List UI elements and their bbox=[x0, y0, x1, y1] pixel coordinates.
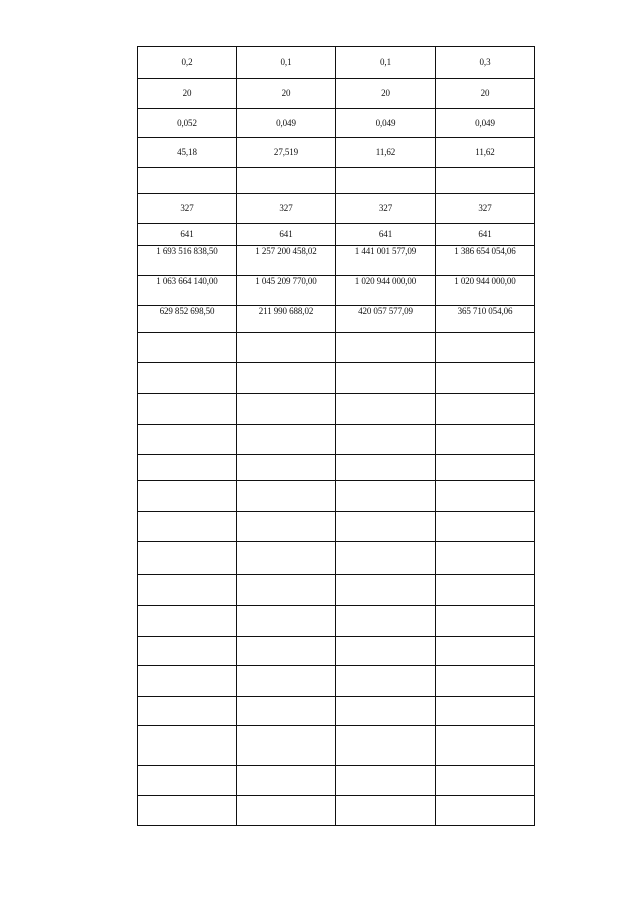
table-row bbox=[138, 637, 535, 666]
table-row bbox=[138, 481, 535, 512]
table-cell bbox=[237, 796, 336, 826]
table-cell bbox=[237, 168, 336, 194]
table-cell: 20 bbox=[436, 79, 535, 109]
table-cell: 365 710 054,06 bbox=[436, 306, 535, 333]
table-row bbox=[138, 666, 535, 697]
data-table bbox=[137, 46, 535, 826]
table-row bbox=[138, 47, 535, 79]
table-cell bbox=[237, 363, 336, 394]
table-cell: 641 bbox=[336, 224, 436, 246]
table-cell: 327 bbox=[336, 194, 436, 224]
table-cell bbox=[436, 481, 535, 512]
table-cell bbox=[436, 766, 535, 796]
table-cell bbox=[138, 766, 237, 796]
table-cell bbox=[237, 666, 336, 697]
table-cell bbox=[336, 606, 436, 637]
table-row bbox=[138, 766, 535, 796]
table-cell bbox=[138, 455, 237, 481]
table-row bbox=[138, 796, 535, 826]
table-cell bbox=[237, 575, 336, 606]
table-cell: 1 386 654 054,06 bbox=[436, 246, 535, 276]
table-row bbox=[138, 425, 535, 455]
table-cell: 1 045 209 770,00 bbox=[237, 276, 336, 306]
table-cell: 20 bbox=[336, 79, 436, 109]
table-cell: 327 bbox=[237, 194, 336, 224]
table-row bbox=[138, 246, 535, 276]
table-cell bbox=[336, 766, 436, 796]
table-cell bbox=[336, 726, 436, 766]
table-cell bbox=[436, 425, 535, 455]
table-cell: 1 693 516 838,50 bbox=[138, 246, 237, 276]
table-cell bbox=[237, 455, 336, 481]
table-cell bbox=[336, 697, 436, 726]
table-body bbox=[138, 47, 535, 826]
table-cell bbox=[237, 766, 336, 796]
table-cell: 0,1 bbox=[237, 47, 336, 79]
table-row bbox=[138, 455, 535, 481]
table-cell bbox=[436, 606, 535, 637]
table-cell bbox=[336, 512, 436, 542]
table-cell bbox=[436, 455, 535, 481]
table-cell bbox=[336, 333, 436, 363]
table-row bbox=[138, 168, 535, 194]
table-cell: 1 063 664 140,00 bbox=[138, 276, 237, 306]
table-row bbox=[138, 194, 535, 224]
table-cell bbox=[138, 363, 237, 394]
table-row bbox=[138, 333, 535, 363]
table-cell: 20 bbox=[237, 79, 336, 109]
table-cell bbox=[138, 168, 237, 194]
table-row bbox=[138, 109, 535, 138]
table-cell bbox=[436, 666, 535, 697]
table-cell: 0,049 bbox=[336, 109, 436, 138]
table-cell: 0,1 bbox=[336, 47, 436, 79]
table-cell: 11,62 bbox=[436, 138, 535, 168]
table-row bbox=[138, 276, 535, 306]
table-cell bbox=[336, 542, 436, 575]
table-cell bbox=[336, 575, 436, 606]
table-row bbox=[138, 79, 535, 109]
table-cell bbox=[336, 637, 436, 666]
table-cell: 0,049 bbox=[436, 109, 535, 138]
table-cell: 11,62 bbox=[336, 138, 436, 168]
table-cell bbox=[336, 796, 436, 826]
table-cell bbox=[237, 697, 336, 726]
table-cell bbox=[436, 575, 535, 606]
table-row bbox=[138, 697, 535, 726]
table-row bbox=[138, 606, 535, 637]
table-cell bbox=[138, 481, 237, 512]
table-cell bbox=[436, 333, 535, 363]
table-cell: 0,049 bbox=[237, 109, 336, 138]
table-cell: 0,052 bbox=[138, 109, 237, 138]
table-cell bbox=[336, 455, 436, 481]
table-row bbox=[138, 306, 535, 333]
table-cell bbox=[237, 333, 336, 363]
table-cell: 327 bbox=[436, 194, 535, 224]
table-cell bbox=[138, 697, 237, 726]
table-cell bbox=[237, 512, 336, 542]
table-cell: 1 257 200 458,02 bbox=[237, 246, 336, 276]
table-cell bbox=[436, 726, 535, 766]
table-cell: 327 bbox=[138, 194, 237, 224]
table-row bbox=[138, 394, 535, 425]
table-cell bbox=[336, 363, 436, 394]
table-cell: 1 020 944 000,00 bbox=[336, 276, 436, 306]
table-cell bbox=[436, 796, 535, 826]
table-cell bbox=[138, 575, 237, 606]
table-cell: 629 852 698,50 bbox=[138, 306, 237, 333]
table-cell: 211 990 688,02 bbox=[237, 306, 336, 333]
table-cell bbox=[138, 425, 237, 455]
table-row bbox=[138, 512, 535, 542]
table-row bbox=[138, 726, 535, 766]
table-cell: 641 bbox=[138, 224, 237, 246]
table-cell bbox=[436, 637, 535, 666]
table-cell bbox=[237, 637, 336, 666]
table-cell bbox=[336, 666, 436, 697]
table-row bbox=[138, 575, 535, 606]
table-cell bbox=[436, 697, 535, 726]
table-cell bbox=[237, 481, 336, 512]
table-row bbox=[138, 363, 535, 394]
table-cell bbox=[336, 394, 436, 425]
table-cell bbox=[138, 666, 237, 697]
table-cell bbox=[138, 394, 237, 425]
table-cell bbox=[138, 726, 237, 766]
table-cell bbox=[138, 333, 237, 363]
table-cell bbox=[138, 637, 237, 666]
table-cell bbox=[138, 542, 237, 575]
table-cell: 1 441 001 577,09 bbox=[336, 246, 436, 276]
table-cell bbox=[436, 363, 535, 394]
table-row bbox=[138, 542, 535, 575]
table-cell bbox=[336, 425, 436, 455]
table-cell: 641 bbox=[237, 224, 336, 246]
table-cell bbox=[237, 542, 336, 575]
table-row bbox=[138, 224, 535, 246]
table-cell bbox=[336, 481, 436, 512]
table-cell: 0,2 bbox=[138, 47, 237, 79]
table-cell bbox=[237, 425, 336, 455]
table-cell bbox=[436, 542, 535, 575]
table-cell: 641 bbox=[436, 224, 535, 246]
table-row bbox=[138, 138, 535, 168]
table-cell bbox=[138, 796, 237, 826]
table-cell bbox=[237, 606, 336, 637]
table-cell: 0,3 bbox=[436, 47, 535, 79]
table-cell bbox=[436, 394, 535, 425]
table-cell bbox=[138, 606, 237, 637]
table-cell bbox=[237, 726, 336, 766]
table-cell bbox=[138, 512, 237, 542]
table-cell: 20 bbox=[138, 79, 237, 109]
table-cell bbox=[237, 394, 336, 425]
table-cell: 1 020 944 000,00 bbox=[436, 276, 535, 306]
table-cell: 45,18 bbox=[138, 138, 237, 168]
table-cell bbox=[336, 168, 436, 194]
table-cell: 420 057 577,09 bbox=[336, 306, 436, 333]
table-cell: 27,519 bbox=[237, 138, 336, 168]
table-cell bbox=[436, 168, 535, 194]
table-cell bbox=[436, 512, 535, 542]
